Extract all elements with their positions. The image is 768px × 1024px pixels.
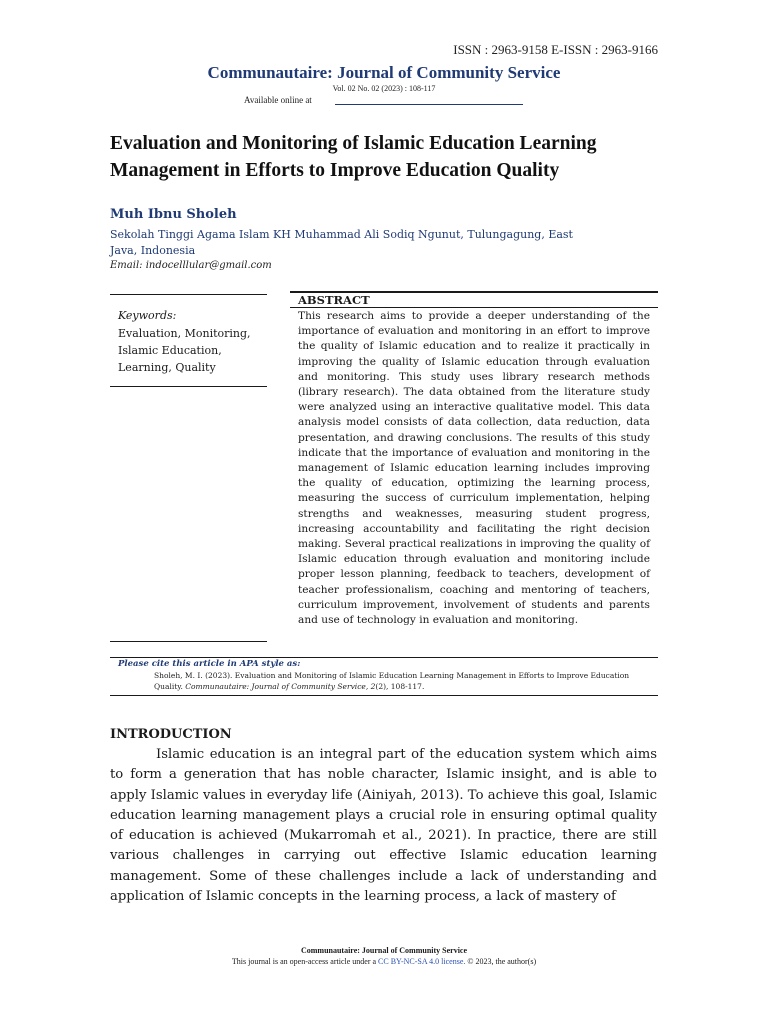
- issn-line: ISSN : 2963-9158 E-ISSN : 2963-9166: [453, 42, 658, 57]
- footer-journal: Communautaire: Journal of Community Service: [300, 946, 468, 955]
- abstract-heading: ABSTRACT: [298, 293, 370, 307]
- volume-info: Vol. 02 No. 02 (2023) : 108-117: [332, 84, 436, 93]
- introduction-text: Islamic education is an integral part of the education system which aims to form a generation that has noble character, Islamic insight, and is able to apply Islamic values in everyday life (Ainiyah, 2013). To achieve this goal, Islamic education learning management plays a crucial role in ensuring optimal quality of education is achieved (Mukarromah et al., 2021). In practice, there are still various challenges in carrying out effective Islamic education learning management. Some of these challenges include a lack of understanding and application of Islamic concepts in the learning process, a lack of mastery of: [110, 747, 657, 905]
- citation-top-rule: [110, 657, 658, 658]
- keywords-end-rule: [110, 641, 267, 642]
- license-post: © 2023, the author(s): [465, 957, 537, 966]
- keywords-list: Evaluation, Monitoring, Islamic Education, Learning, Quality: [118, 327, 251, 374]
- introduction-heading: INTRODUCTION: [110, 727, 232, 742]
- author-affiliation: Sekolah Tinggi Agama Islam KH Muhammad Ali Sodiq Ngunut, Tulungagung, East Java, Indonesia: [110, 228, 573, 257]
- footer-license: [0, 957, 768, 966]
- abstract-heading-rule: [290, 307, 658, 308]
- citation-text: [154, 670, 654, 692]
- paper-title: Evaluation and Monitoring of Islamic Education Learning Management in Efforts to Improve Education Quality: [110, 133, 597, 181]
- author-name: Muh Ibnu Sholeh: [110, 207, 237, 222]
- keywords-bottom-rule: [110, 386, 267, 387]
- author-email: Email: indocelllular@gmail.com: [110, 260, 272, 271]
- citation-end: (2), 108-117.: [375, 682, 425, 691]
- journal-title: Communautaire: Journal of Community Service: [207, 63, 561, 82]
- citation-journal: Communautaire: Journal of Community Service, 2: [185, 682, 376, 691]
- abstract-text: This research aims to provide a deeper understanding of the importance of evaluation and monitoring in an effort to improve the quality of Islamic education and to realize it practically in improving the quality of Islamic education through evaluation and monitoring. This study uses library research methods (library research). The data obtained from the literature study were analyzed using an interactive qualitative model. This data analysis model consists of data collection, data reduction, data presentation, and drawing conclusions. The results of this study indicate that the importance of evaluation and monitoring in the management of Islamic education learning includes improving the quality of education, optimizing the learning process, measuring the success of curriculum implementation, helping strengths and weaknesses, measuring student progress, increasing accountability and facilitating the right decision making. Several practical realizations in improving the quality of Islamic education through evaluation and monitoring include proper lesson planning, feedback to teachers, development of teacher professionalism, coaching and mentoring of teachers, curriculum improvement, involvement of students and parents and use of technology in evaluation and monitoring.: [298, 310, 650, 627]
- keywords-heading: Keywords:: [118, 309, 177, 322]
- citation-bottom-rule: [110, 695, 658, 696]
- keywords-top-rule: [110, 294, 267, 295]
- citation-main: Sholeh, M. I. (2023). Evaluation and Monitoring of Islamic Education Learning Management in Efforts to Improve Education Quality.: [154, 671, 630, 691]
- available-online-link[interactable]: [335, 104, 523, 105]
- available-online-label: Available online at: [244, 95, 312, 105]
- citation-label: Please cite this article in APA style as:: [118, 659, 301, 669]
- license-link[interactable]: CC BY-NC-SA 4.0 license.: [378, 957, 466, 966]
- license-pre: This journal is an open-access article under a: [231, 957, 379, 966]
